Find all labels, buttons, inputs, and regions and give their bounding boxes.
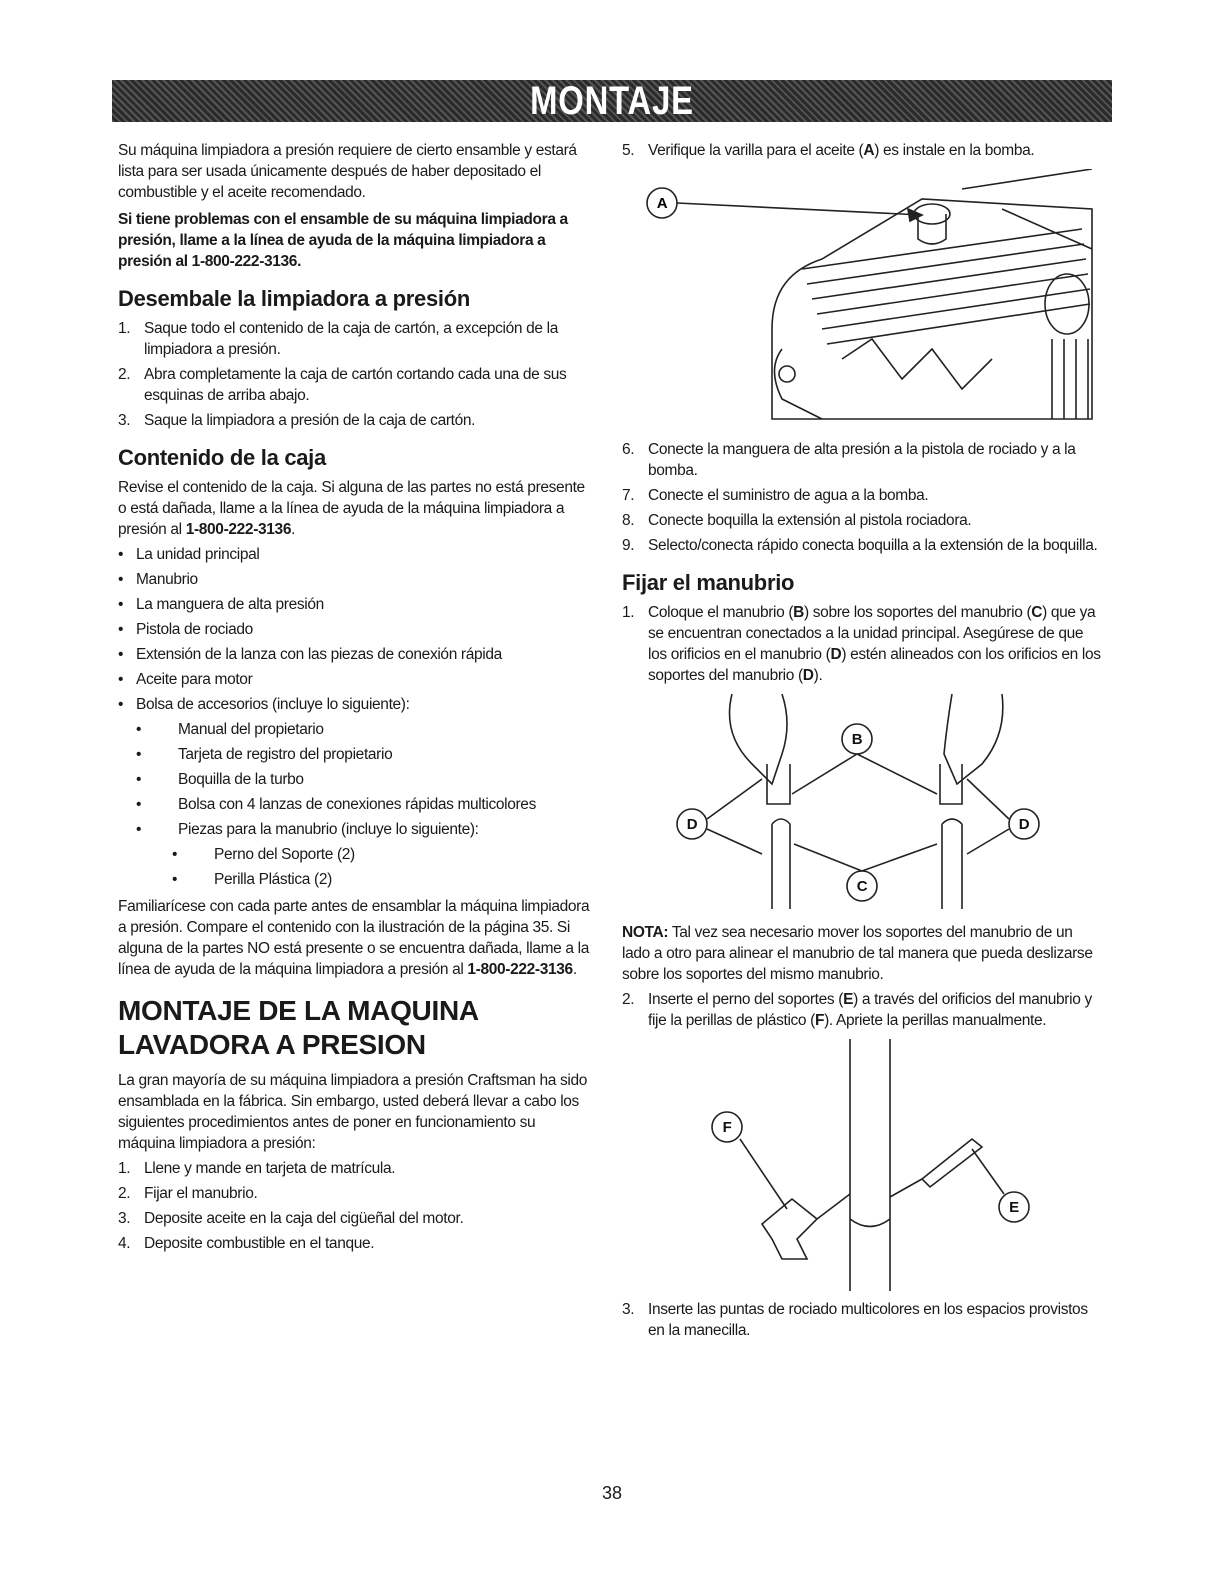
label-b: B bbox=[851, 731, 863, 748]
help-line-notice: Si tiene problemas con el ensamble de su máquina limpiadora a presión, llame a la línea de ayuda de la máquina limpiadora a presión al 1-800-222-3136. bbox=[118, 211, 568, 270]
assembly-steps bbox=[118, 1158, 596, 1254]
bolt-knob-illustration bbox=[622, 1039, 1104, 1291]
list-item: 3. Deposite aceite en la caja del cigüeñal del motor. bbox=[118, 1210, 464, 1227]
list-item: • La manguera de alta presión bbox=[118, 596, 324, 613]
list-item: 7. Conecte el suministro de agua a la bomba. bbox=[622, 487, 929, 504]
list-item: • Aceite para motor bbox=[118, 671, 253, 688]
handle-step-1: 1. Coloque el manubrio (B) sobre los soportes del manubrio (C) que ya se encuentran conectados a la unidad principal. Asegúrese de que los orificios en el manubrio (D) estén alineados con los orificios en los soportes del manubrio (D). bbox=[622, 604, 1101, 684]
section-banner bbox=[112, 80, 1112, 122]
list-item: • Perno del Soporte (2) bbox=[172, 846, 355, 863]
assembly-intro: La gran mayoría de su máquina limpiadora a presión Craftsman ha sido ensamblada en la fábrica. Sin embargo, usted deberá llevar a cabo los siguientes procedimientos antes de poner en funcionamiento su máquina limpiadora a presión: bbox=[118, 1072, 588, 1152]
label-d-right: D bbox=[1018, 816, 1030, 833]
list-item: 3. Saque la limpiadora a presión de la caja de cartón. bbox=[118, 412, 476, 429]
banner-title: MONTAJE bbox=[530, 79, 694, 123]
contents-heading: Contenido de la caja bbox=[118, 445, 326, 470]
list-item: 9. Selecto/conecta rápido conecta boquilla a la extensión de la boquilla. bbox=[622, 537, 1098, 554]
list-item: • Perilla Plástica (2) bbox=[172, 871, 332, 888]
label-a: A bbox=[656, 195, 668, 212]
label-c: C bbox=[856, 878, 868, 895]
label-e: E bbox=[1009, 1199, 1019, 1216]
left-column bbox=[118, 140, 596, 1254]
list-item: • Bolsa con 4 lanzas de conexiones rápidas multicolores bbox=[136, 796, 536, 813]
list-item: • Extensión de la lanza con las piezas de conexión rápida bbox=[118, 646, 502, 663]
contents-list bbox=[118, 544, 596, 890]
list-item: • Piezas para la manubrio (incluye lo siguiente): bbox=[136, 821, 479, 838]
callout-leader bbox=[677, 203, 922, 215]
list-item: 6. Conecte la manguera de alta presión a la pistola de rociado y a la bomba. bbox=[622, 441, 1076, 479]
list-item: 8. Conecte boquilla la extensión al pistola rociadora. bbox=[622, 512, 972, 529]
handle-alignment-illustration bbox=[622, 694, 1104, 914]
list-item: • Tarjeta de registro del propietario bbox=[136, 746, 393, 763]
pump-dipstick-illustration bbox=[622, 169, 1104, 431]
handle-step-3: 3. Inserte las puntas de rociado multicolores en los espacios provistos en la manecilla. bbox=[622, 1301, 1088, 1339]
list-item: • Manubrio bbox=[118, 571, 198, 588]
list-item: 2. Fijar el manubrio. bbox=[118, 1185, 258, 1202]
label-f: F bbox=[722, 1119, 732, 1136]
unpack-heading: Desembale la limpiadora a presión bbox=[118, 286, 471, 311]
contents-intro: Revise el contenido de la caja. Si alguna de las partes no está presente o está dañada, llame a la línea de ayuda de la máquina limpiadora a presión al 1-800-222-3136. bbox=[118, 479, 585, 538]
list-item: • Boquilla de la turbo bbox=[136, 771, 304, 788]
list-item: 2. Abra completamente la caja de cartón cortando cada una de sus esquinas de arriba abajo. bbox=[118, 366, 567, 404]
handle-step-2: 2. Inserte el perno del soportes (E) a través del orificios del manubrio y fije la perillas de plástico (F). Apriete la perillas manualmente. bbox=[622, 991, 1092, 1029]
handle-heading: Fijar el manubrio bbox=[622, 570, 795, 595]
list-item: 1. Llene y mande en tarjeta de matrícula. bbox=[118, 1160, 396, 1177]
list-item: • La unidad principal bbox=[118, 546, 260, 563]
list-item: • Pistola de rociado bbox=[118, 621, 253, 638]
connection-steps bbox=[622, 439, 1104, 556]
intro-paragraph: Su máquina limpiadora a presión requiere de cierto ensamble y estará lista para ser usada únicamente después de haber depositado el combustible y el aceite recomendado. bbox=[118, 142, 577, 201]
step-5: 5. Verifique la varilla para el aceite (A) es instale en la bomba. bbox=[622, 142, 1035, 159]
right-column bbox=[622, 140, 1104, 1341]
list-item: • Bolsa de accesorios (incluye lo siguiente): bbox=[118, 696, 410, 713]
page-number: 38 bbox=[601, 1483, 623, 1503]
list-item: 4. Deposite combustible en el tanque. bbox=[118, 1235, 375, 1252]
list-item: • Manual del propietario bbox=[136, 721, 324, 738]
familiarize-paragraph: Familiarícese con cada parte antes de ensamblar la máquina limpiadora a presión. Compare el contenido con la ilustración de la página 35. Si alguna de la partes NO está presente o se encuentra dañada, llame a la línea de ayuda de la máquina limpiadora a presión al 1-800-222-3136. bbox=[118, 898, 590, 978]
label-d-left: D bbox=[686, 816, 698, 833]
list-item: 1. Saque todo el contenido de la caja de cartón, a excepción de la limpiadora a presión. bbox=[118, 320, 558, 358]
assembly-heading: MONTAJE DE LA MAQUINA LAVADORA A PRESION bbox=[118, 995, 478, 1060]
unpack-steps bbox=[118, 318, 596, 431]
note-paragraph: NOTA: Tal vez sea necesario mover los soportes del manubrio de un lado a otro para alinear el manubrio de tal manera que pueda deslizarse sobre los soportes del mismo manubrio. bbox=[622, 924, 1093, 983]
